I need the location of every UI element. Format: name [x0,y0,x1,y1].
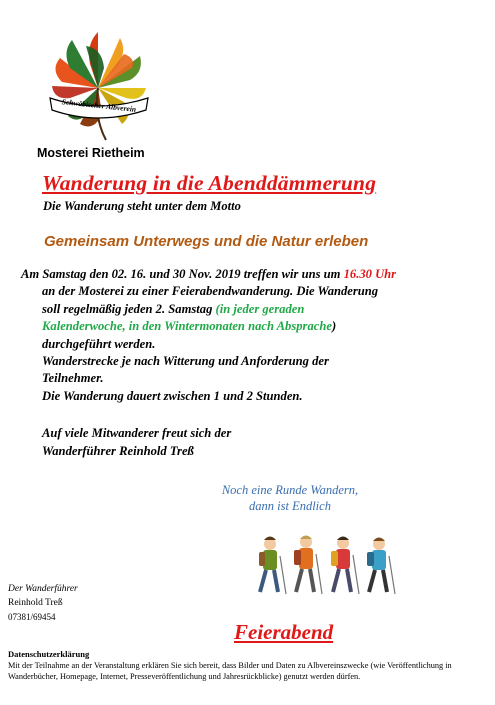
invitation-line-1: Auf viele Mitwanderer freut sich der [42,426,232,440]
hiker-figure [294,536,322,595]
guide-name: Reinhold Treß [8,598,63,608]
quote-line-1: Noch eine Runde Wandern, [221,483,359,497]
details-line-5: durchgeführt werden. [42,336,156,351]
hiker-figure [331,537,359,595]
guide-phone: 07381/69454 [8,612,56,622]
privacy-text: Mit der Teilnahme an der Veranstaltung erklären Sie sich bereit, dass Bilder und Daten zu Albvereinszwecke (wie Veröffentlichung in Wanderbücher, Homepage, Internet, Presseveröffentlichung und Jahresrückblicke) genutzt werden dürfen. [8,661,452,681]
guide-label: Der Wanderführer [8,584,78,594]
event-title: Wanderung in die Abenddämmerung [42,171,377,195]
closing-headline: Feierabend [234,620,334,644]
details-line-3: soll regelmäßig jeden 2. Samstag (in jeder geraden [42,301,305,316]
hiker-figure [367,538,395,595]
organization-name: Mosterei Rietheim [37,146,145,160]
quote-line-2: dann ist Endlich [249,499,331,513]
privacy-heading: Datenschutzerklärung [8,649,90,659]
details-line-4: Kalenderwoche, in den Wintermonaten nach Absprache) [42,319,337,334]
details-line-1: Am Samstag den 02. 16. und 30 Nov. 2019 treffen wir uns um 16.30 Uhr [21,267,397,281]
meeting-time: 16.30 Uhr [343,267,397,281]
albverein-leaves-logo [40,28,158,146]
details-line-6: Wanderstrecke je nach Witterung und Anforderung der [42,354,329,369]
hiker-figure [259,537,286,595]
motto-text: Gemeinsam Unterwegs und die Natur erleben [44,233,369,250]
hikers-illustration [248,530,408,600]
details-line-8: Die Wanderung dauert zwischen 1 und 2 Stunden. [42,388,303,403]
logo-banner-text: Schwäbischer Albverein [61,97,137,114]
details-line-7: Teilnehmer. [42,371,104,386]
details-line-2: an der Mosterei zu einer Feierabendwanderung. Die Wanderung [42,284,379,299]
event-details [21,266,491,405]
intro-text: Die Wanderung steht unter dem Motto [43,199,241,213]
invitation-line-2: Wanderführer Reinhold Treß [42,444,194,458]
